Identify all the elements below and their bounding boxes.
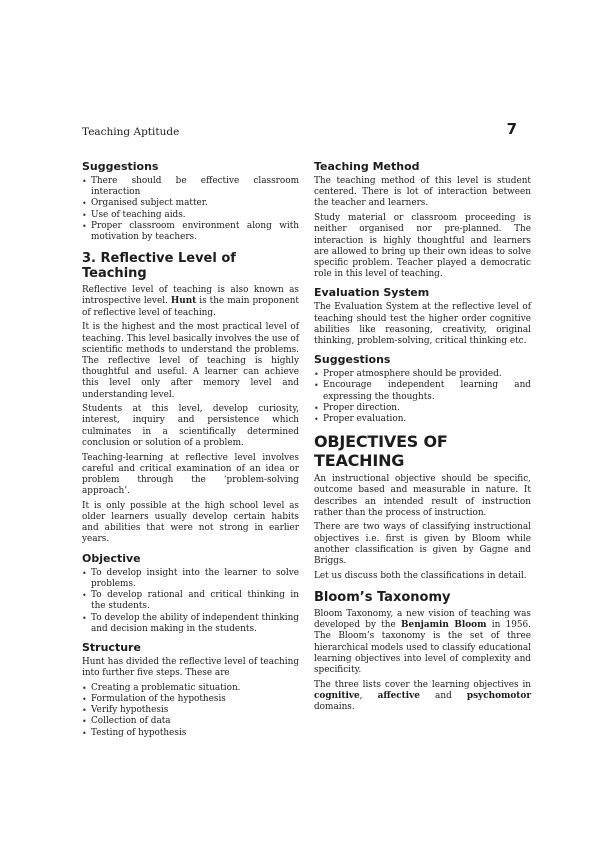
paragraph: Reflective level of teaching is also known as introspective level. Hunt is the main proponent of reflective level of teaching.	[82, 285, 299, 318]
paragraph: The teaching method of this level is student centered. There is lot of interaction between the teacher and learners.	[314, 176, 531, 209]
suggestions-heading: Suggestions	[314, 353, 391, 367]
list-item: • Proper atmosphere should be provided.	[314, 369, 531, 380]
list-item: • Proper direction.	[314, 403, 531, 414]
bold-term: cognitive	[314, 690, 360, 701]
evaluation-system-heading: Evaluation System	[314, 286, 430, 300]
paragraph: Hunt has divided the reflective level of teaching into further five steps. These are	[82, 656, 299, 679]
paragraph: It is only possible at the high school level as older learners usually develop certain habits and abilities that were not strong in earlier years.	[82, 500, 299, 545]
paragraph: There are two ways of classifying instructional objectives i.e. first is given by Bloom while another classification is given by Gagne and Briggs.	[314, 522, 531, 567]
objectives-of-teaching-heading: OBJECTIVES OF TEACHING	[314, 432, 448, 471]
paragraph: Study material or classroom proceeding is neither organised nor pre-planned. The interaction is highly thoughtful and learners are allowed to bring up their own ideas to solve specific problem. Teacher played a democratic role in this level of teaching.	[314, 213, 531, 280]
list-item: • Proper classroom environment along with motivation by teachers.	[82, 221, 299, 243]
list-item: • Encourage independent learning and expressing the thoughts.	[314, 380, 531, 402]
list-item: • Formulation of the hypothesis	[82, 694, 299, 705]
structure-steps-list	[82, 683, 299, 739]
bold-term: affective	[377, 690, 420, 701]
objective-heading: Objective	[82, 551, 141, 565]
suggestions-list	[314, 369, 531, 425]
structure-heading: Structure	[82, 640, 141, 654]
list-item: • Collection of data	[82, 716, 299, 727]
right-column	[314, 160, 531, 717]
bold-term: psychomotor	[466, 690, 531, 701]
list-item: • Verify hypothesis	[82, 705, 299, 716]
list-item: • To develop rational and critical thinking in the students.	[82, 590, 299, 612]
paragraph: The Evaluation System at the reflective level of teaching should test the higher order cognitive abilities like reasoning, creativity, original thinking, problem-solving, critical thinking etc.	[314, 302, 531, 346]
paragraph: It is the highest and the most practical level of teaching. This level basically involves the use of scientific methods to understand the problems. The reflective level of teaching is highly thoughtful and useful. A learner can achieve this level only after memory level and understanding level.	[82, 322, 299, 400]
list-item: • To develop insight into the learner to solve problems.	[82, 568, 299, 590]
list-item: • Testing of hypothesis	[82, 728, 299, 739]
paragraph: The three lists cover the learning objectives in cognitive, affective and psychomotor domains.	[314, 679, 531, 713]
list-item: • Creating a problematic situation.	[82, 683, 299, 694]
running-header: Teaching Aptitude	[82, 126, 180, 138]
paragraph: An instructional objective should be specific, outcome based and measurable in nature. It describes an intended result of instruction rather than the process of instruction.	[314, 474, 531, 518]
left-column	[82, 160, 299, 741]
paragraph: Bloom Taxonomy, a new vision of teaching was developed by the Benjamin Bloom in 1956. The Bloom’s taxonomy is the set of three hierarchical models used to classify educational learning objectives into level of complexity and specificity.	[314, 608, 531, 675]
list-item: • Proper evaluation.	[314, 414, 531, 425]
reflective-level-heading: 3. Reflective Level of Teaching	[82, 251, 236, 282]
paragraph: Teaching-learning at reflective level involves careful and critical examination of an idea or problem through the ‘problem-solving approach’.	[82, 452, 299, 497]
suggestions-heading: Suggestions	[82, 160, 159, 173]
list-item: • Organised subject matter.	[82, 198, 299, 209]
page-number: 7	[506, 120, 517, 138]
paragraph: Let us discuss both the classifications in detail.	[314, 570, 527, 581]
bold-term: Hunt	[170, 296, 197, 307]
bold-term: Benjamin Bloom	[401, 620, 487, 631]
list-item: • Use of teaching aids.	[82, 210, 299, 221]
list-item: • To develop the ability of independent thinking and decision making in the students.	[82, 613, 299, 635]
objective-list	[82, 568, 299, 635]
suggestions-list	[82, 176, 299, 243]
list-item: • There should be effective classroom interaction	[82, 176, 299, 198]
blooms-taxonomy-heading: Bloom’s Taxonomy	[314, 589, 451, 605]
paragraph: Students at this level, develop curiosity, interest, inquiry and persistence which culminates in a scientifically determined conclusion or solution of a problem.	[82, 404, 299, 448]
teaching-method-heading: Teaching Method	[314, 160, 420, 173]
